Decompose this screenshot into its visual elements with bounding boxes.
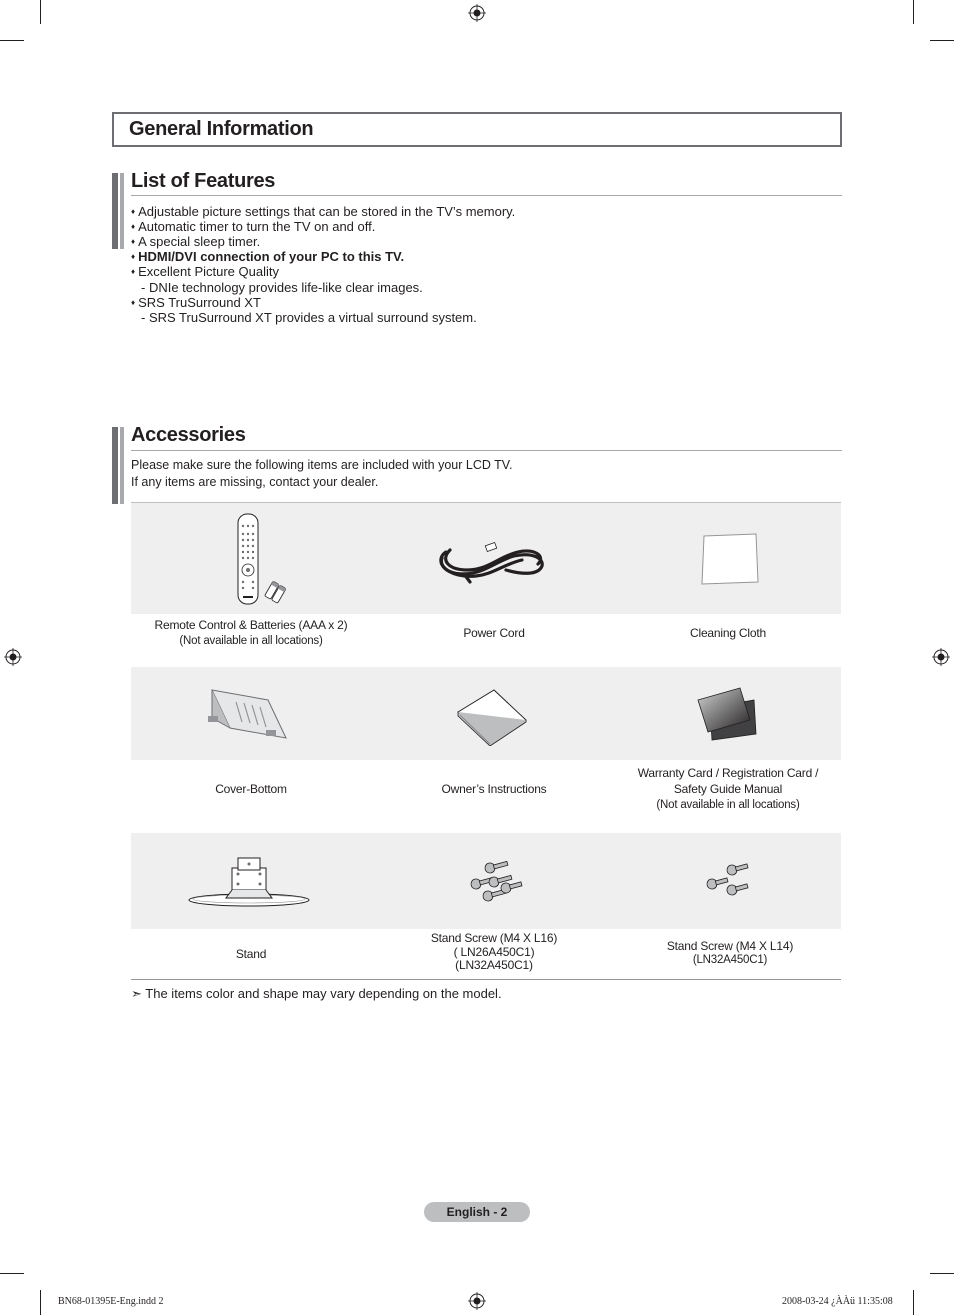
feature-item: ♦ HDMI/DVI connection of your PC to this TV. bbox=[131, 249, 405, 264]
page-number: English - 2 bbox=[424, 1202, 530, 1222]
feature-item: ♦ Adjustable picture settings that can be stored in the TV’s memory. bbox=[131, 204, 516, 219]
section-bar bbox=[112, 173, 118, 249]
accessories-title: Accessories bbox=[131, 424, 246, 446]
accessories-note: ➣ The items color and shape may vary depending on the model. bbox=[131, 986, 502, 1001]
feature-item: ♦ SRS TruSurround XT bbox=[131, 295, 261, 310]
accessory-caption: Owner’s Instructions bbox=[441, 782, 547, 796]
chapter-header bbox=[112, 112, 842, 147]
footer-filename: BN68-01395E-Eng.indd 2 bbox=[58, 1296, 164, 1307]
crop-mark bbox=[930, 1273, 954, 1274]
section-bar bbox=[120, 173, 124, 249]
manual-icon bbox=[454, 688, 530, 746]
accessories-intro: Please make sure the following items are included with your LCD TV. bbox=[131, 458, 513, 472]
footer-timestamp: 2008-03-24 ¿ÀÀü 11:35:08 bbox=[782, 1296, 893, 1307]
section-bar bbox=[120, 427, 124, 504]
registration-mark-icon bbox=[932, 648, 950, 666]
crop-mark bbox=[913, 1290, 914, 1315]
features-title: List of Features bbox=[131, 170, 276, 192]
screws-icon bbox=[702, 862, 752, 900]
remote-control-icon bbox=[230, 512, 292, 606]
feature-subitem: - DNIe technology provides life-like clear images. bbox=[141, 280, 423, 295]
crop-mark bbox=[913, 0, 914, 24]
note-arrow-icon: ➣ bbox=[131, 986, 142, 1001]
accessory-caption: Stand Screw (M4 X L16) ( LN26A450C1) (LN32A450C1) bbox=[430, 931, 558, 972]
feature-item: ♦ Excellent Picture Quality bbox=[131, 264, 279, 279]
accessory-caption: Cleaning Cloth bbox=[690, 626, 766, 640]
crop-mark bbox=[40, 1290, 41, 1315]
accessory-caption: Power Cord bbox=[463, 626, 525, 640]
accessory-caption: Stand Screw (M4 X L14) (LN32A450C1) bbox=[666, 939, 794, 966]
registration-mark-icon bbox=[468, 4, 486, 22]
cleaning-cloth-icon bbox=[700, 532, 760, 586]
power-cord-icon bbox=[434, 538, 550, 586]
feature-item: ♦ Automatic timer to turn the TV on and off. bbox=[131, 219, 376, 234]
screws-icon bbox=[466, 860, 524, 906]
section-bar bbox=[112, 427, 118, 504]
accessory-caption: Cover-Bottom bbox=[215, 782, 287, 796]
crop-mark bbox=[0, 1273, 24, 1274]
stand-icon bbox=[186, 856, 312, 910]
feature-item: ♦ A special sleep timer. bbox=[131, 234, 261, 249]
crop-mark bbox=[40, 0, 41, 24]
table-rule bbox=[131, 979, 841, 980]
accessory-caption: Warranty Card / Registration Card / Safety Guide Manual (Not available in all locations) bbox=[637, 766, 819, 811]
cover-bottom-icon bbox=[206, 686, 290, 742]
crop-mark bbox=[930, 40, 954, 41]
warranty-card-icon bbox=[694, 686, 760, 742]
accessories-intro: If any items are missing, contact your dealer. bbox=[131, 475, 379, 489]
feature-subitem: - SRS TruSurround XT provides a virtual surround system. bbox=[141, 310, 477, 325]
crop-mark bbox=[0, 40, 24, 41]
accessory-caption: Stand bbox=[235, 947, 267, 961]
section-rule bbox=[131, 195, 842, 196]
section-rule bbox=[131, 450, 842, 451]
chapter-title: General Information bbox=[129, 118, 314, 140]
registration-mark-icon bbox=[468, 1292, 486, 1310]
registration-mark-icon bbox=[4, 648, 22, 666]
accessory-caption: Remote Control & Batteries (AAA x 2) (Not available in all locations) bbox=[154, 618, 348, 647]
